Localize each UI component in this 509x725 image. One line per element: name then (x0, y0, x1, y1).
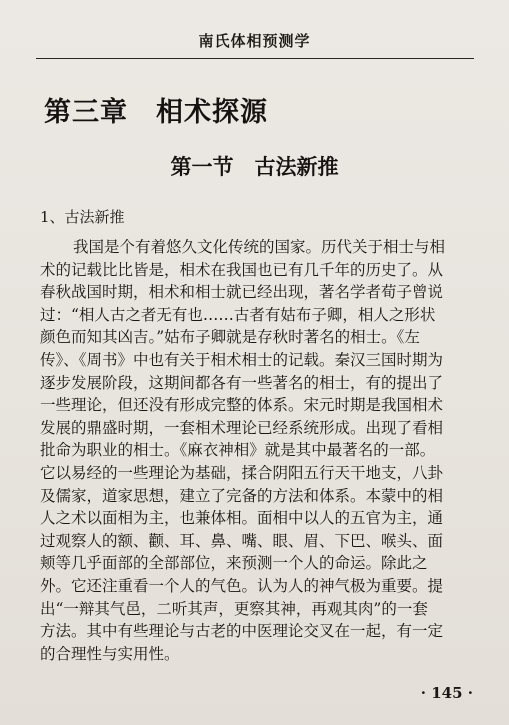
body-line: 方法。其中有些理论与古老的中医理论交叉在一起，有一定 (40, 622, 444, 641)
section-title: 第一节 古法新推 (170, 154, 339, 179)
body-line: 一些理论，但还没有形成完整的体系。宋元时期是我国相术 (40, 396, 444, 415)
body-line: 人之术以面相为主，也兼体相。面相中以人的五官为主，通 (40, 509, 444, 528)
body-line: 的合理性与实用性。 (40, 644, 180, 663)
body-line: 发展的鼎盛时期，一套相术理论已经系统形成。出现了看相 (40, 418, 444, 437)
body-line: 外。它还注重看一个人的气色。认为人的神气极为重要。提 (40, 576, 444, 595)
body-line: 逐步发展阶段，这期间都各有一些著名的相士，有的提出了 (40, 373, 444, 392)
body-line: 批命为职业的相士。《麻衣神相》就是其中最著名的一部。 (40, 441, 436, 460)
body-line: 传》、《周书》中也有关于相术相士的记载。秦汉三国时期为 (40, 350, 444, 369)
body-line: 它以易经的一些理论为基础，揉合阴阳五行天干地支，八卦 (40, 463, 444, 482)
body-line: 颜色而知其凶吉。”姑布子卿就是存秋时著名的相士。《左 (40, 328, 420, 347)
page-number: · 145 · (420, 684, 473, 702)
body-line: 过观察人的额、颧、耳、鼻、嘴、眼、眉、下巴、喉头、面 (40, 531, 444, 550)
body-line: 及儒家，道家思想，建立了完备的方法和体系。本蒙中的相 (40, 486, 444, 505)
chapter-title: 第三章 相术探源 (44, 97, 268, 128)
body-line: 春秋战国时期，相术和相士就已经出现，著名学者荀子曾说 (40, 283, 444, 302)
header-rule (36, 58, 474, 59)
body-text (40, 236, 462, 665)
body-line: 过：“相人古之者无有也……古者有姑布子卿，相人之形状 (40, 305, 436, 324)
body-line: 术的记载比比皆是，相术在我国也已有几千年的历史了。从 (40, 260, 444, 279)
body-line: 颊等几乎面部的全部部位，来预测一个人的命运。除此之 (40, 554, 428, 573)
body-line: 出“一辩其气邑，二听其声，更察其神，再观其肉”的一套 (40, 599, 428, 618)
running-header: 南氏体相预测学 (198, 32, 311, 50)
body-line: 我国是个有着悠久文化传统的国家。历代关于相士与相 (73, 238, 446, 256)
subheading: 1、古法新推 (40, 208, 125, 226)
